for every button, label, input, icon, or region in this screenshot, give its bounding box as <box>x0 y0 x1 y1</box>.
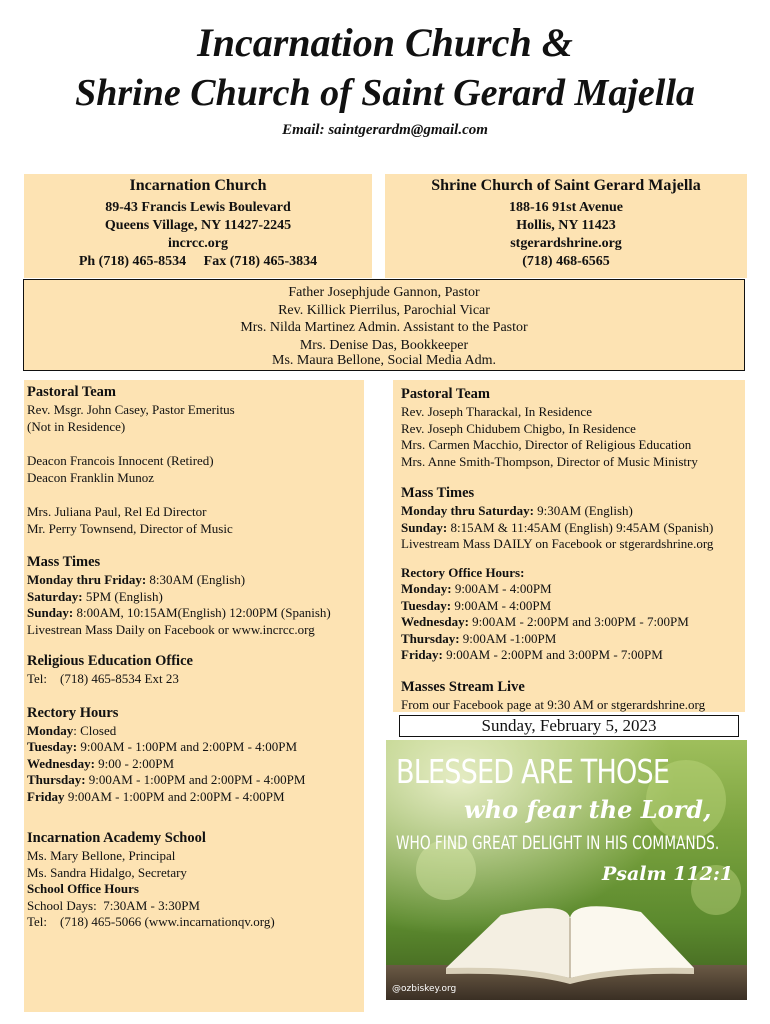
rectory-day: Thursday: <box>401 630 460 646</box>
email-address: Email: saintgerardm@gmail.com <box>282 122 488 138</box>
shrine-phone: (718) 468-6565 <box>522 254 610 269</box>
incarnation-contact-box <box>24 174 372 278</box>
section-heading: Rectory Office Hours: <box>401 564 525 580</box>
school-office-heading: School Office Hours <box>27 881 139 896</box>
mass-stream: Livestrean Mass Daily on Facebook or www.incrcc.org <box>27 621 315 637</box>
image-line1: BLESSED ARE THOSE <box>396 752 670 791</box>
pastoral-line: Rev. Msgr. John Casey, Pastor Emeritus <box>27 402 235 417</box>
school-tel: Tel: (718) 465-5066 (www.incarnationqv.org) <box>27 914 275 929</box>
incarnation-address1: 89-43 Francis Lewis Boulevard <box>105 200 291 215</box>
shrine-website: stgerardshrine.org <box>510 236 622 251</box>
mass-time: 8:30AM (English) <box>146 572 246 587</box>
religious-tel: Tel: (718) 465-8534 Ext 23 <box>27 671 179 686</box>
rectory-day: Wednesday: <box>27 755 95 771</box>
director-line: Mrs. Juliana Paul, Rel Ed Director <box>27 504 207 519</box>
rectory-line <box>401 581 745 598</box>
rectory-time: 9:00AM - 2:00PM and 3:00PM - 7:00PM <box>442 647 663 662</box>
mass-line <box>27 572 364 589</box>
rectory-day: Tuesday: <box>401 597 452 613</box>
section-heading: Mass Times <box>401 485 475 501</box>
rectory-line <box>401 631 745 648</box>
pastoral-line: Mrs. Carmen Macchio, Director of Religious Education <box>401 437 692 452</box>
shrine-column <box>393 380 745 712</box>
mass-time: 5PM (English) <box>82 588 163 604</box>
section-heading: Religious Education Office <box>27 653 193 669</box>
rectory-line <box>27 739 364 756</box>
incarnation-phone-fax: Ph (718) 465-8534 Fax (718) 465-3834 <box>78 254 318 269</box>
section-heading: Mass Times <box>27 554 101 570</box>
mass-day: Sunday: <box>401 519 448 535</box>
rectory-day: Thursday: <box>27 772 86 787</box>
pastoral-line: (Not in Residence) <box>27 418 126 434</box>
mass-line <box>401 503 745 520</box>
rectory-time: 9:00AM - 4:00PM <box>451 597 552 613</box>
stream-text: From our Facebook page at 9:30 AM or stgerardshrine.org <box>401 696 706 712</box>
page-title: Incarnation Church & <box>197 20 573 65</box>
staff-line: Mrs. Denise Das, Bookkeeper <box>299 337 469 353</box>
mass-line <box>27 605 364 622</box>
section-heading: Masses Stream Live <box>401 678 525 695</box>
mass-line <box>27 589 364 606</box>
rectory-line <box>27 772 364 789</box>
mass-time: 9:30AM (English) <box>533 503 633 518</box>
page-subtitle: Shrine Church of Saint Gerard Majella <box>75 72 695 114</box>
section-heading: Pastoral Team <box>401 386 491 402</box>
incarnation-address2: Queens Village, NY 11427-2245 <box>104 218 292 233</box>
image-credit: @ozbiskey.org <box>392 984 457 994</box>
mass-day: Saturday: <box>27 588 83 604</box>
staff-line: Mrs. Nilda Martinez Admin. Assistant to the Pastor <box>240 320 528 335</box>
shrine-address2: Hollis, NY 11423 <box>516 218 616 233</box>
rectory-time: 9:00AM - 1:00PM and 2:00PM - 4:00PM <box>64 788 285 804</box>
rectory-time: 9:00AM - 2:00PM and 3:00PM - 7:00PM <box>468 614 689 629</box>
rectory-line <box>27 756 364 773</box>
rectory-day: Wednesday: <box>401 614 469 629</box>
academy-line: Ms. Mary Bellone, Principal <box>27 848 176 863</box>
section-heading: Pastoral Team <box>27 384 117 400</box>
rectory-time: : Closed <box>73 722 117 738</box>
pastoral-line: Rev. Joseph Chidubem Chigbo, In Residence <box>401 420 636 436</box>
shrine-contact-box <box>385 174 747 278</box>
rectory-line <box>27 723 364 740</box>
incarnation-column <box>24 380 364 1012</box>
school-days: School Days: 7:30AM - 3:30PM <box>27 897 200 913</box>
rectory-line <box>27 789 364 806</box>
rectory-day: Monday: <box>401 581 452 596</box>
rectory-line <box>401 598 745 615</box>
rectory-time: 9:00AM -1:00PM <box>459 630 557 646</box>
psalm-image <box>386 740 747 1000</box>
rectory-time: 9:00 - 2:00PM <box>94 755 174 771</box>
bulletin-date: Sunday, February 5, 2023 <box>399 715 739 737</box>
shrine-name: Shrine Church of Saint Gerard Majella <box>431 177 701 194</box>
incarnation-name: Incarnation Church <box>129 177 267 194</box>
image-line4: Psalm 112:1 <box>602 863 734 885</box>
section-heading: Rectory Hours <box>27 704 119 721</box>
rectory-day: Monday <box>27 722 74 738</box>
incarnation-website: incrcc.org <box>168 236 228 251</box>
mass-day: Sunday: <box>27 605 74 620</box>
shared-staff-box <box>23 279 745 371</box>
section-heading: Incarnation Academy School <box>27 830 206 846</box>
rectory-time: 9:00AM - 4:00PM <box>451 581 552 596</box>
deacon-line: Deacon Franklin Munoz <box>27 469 155 485</box>
deacon-line: Deacon Francois Innocent (Retired) <box>27 453 214 468</box>
pastoral-line: Mrs. Anne Smith-Thompson, Director of Music Ministry <box>401 453 698 469</box>
mass-time: 8:15AM & 11:45AM (English) 9:45AM (Spanish) <box>447 519 714 535</box>
mass-day: Monday thru Saturday: <box>401 503 534 518</box>
director-line: Mr. Perry Townsend, Director of Music <box>27 520 233 536</box>
pastoral-line: Rev. Joseph Tharackal, In Residence <box>401 404 592 419</box>
rectory-day: Friday: <box>401 647 443 662</box>
staff-line: Father Josephjude Gannon, Pastor <box>288 285 480 300</box>
mass-time: 8:00AM, 10:15AM(English) 12:00PM (Spanish) <box>73 605 331 620</box>
staff-line: Ms. Maura Bellone, Social Media Adm. <box>272 353 496 368</box>
rectory-line <box>401 614 745 631</box>
mass-stream: Livestream Mass DAILY on Facebook or stgerardshrine.org <box>401 536 714 551</box>
rectory-line <box>401 647 745 664</box>
academy-line: Ms. Sandra Hidalgo, Secretary <box>27 864 187 880</box>
rectory-day: Tuesday: <box>27 739 78 754</box>
rectory-day: Friday <box>27 788 65 804</box>
rectory-time: 9:00AM - 1:00PM and 2:00PM - 4:00PM <box>85 772 306 787</box>
mass-day: Monday thru Friday: <box>27 572 147 587</box>
rectory-time: 9:00AM - 1:00PM and 2:00PM - 4:00PM <box>77 739 298 754</box>
staff-line: Rev. Killick Pierrilus, Parochial Vicar <box>278 302 490 318</box>
shrine-address1: 188-16 91st Avenue <box>508 200 624 215</box>
mass-line <box>401 520 745 537</box>
image-line2: who fear the Lord, <box>464 795 712 824</box>
image-line3: WHO FIND GREAT DELIGHT IN HIS COMMANDS. <box>396 832 720 854</box>
